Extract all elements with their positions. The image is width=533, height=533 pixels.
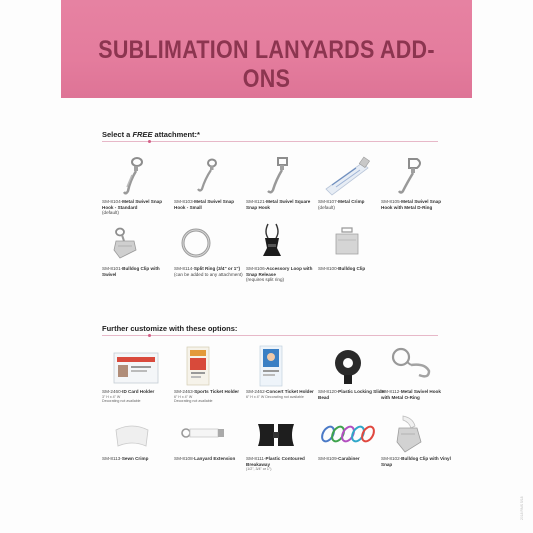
item-caption: SM-8109-Carabiner (318, 456, 360, 461)
sports-ticket-holder-icon (174, 345, 234, 387)
item-caption: SM-8113-Sewn Crimp (102, 456, 149, 461)
option-item[interactable] (174, 412, 244, 462)
item-caption: SM-8120-Plastic Locking Slider Bead (318, 389, 386, 400)
accessory-loop-icon (246, 222, 306, 264)
concert-ticket-holder-icon (246, 345, 306, 387)
square-snap-hook-icon (246, 155, 306, 197)
vinyl-snap-clip-icon (381, 412, 441, 454)
title-banner (61, 0, 472, 98)
option-item[interactable] (246, 345, 316, 399)
item-caption: SM-8112-Metal Swivel Hook with Metal O-Ring (381, 389, 441, 400)
attachment-item[interactable] (318, 222, 388, 272)
item-caption: SM-2462-Concert Ticket Holder 6" H x 4" W Decorating not available (246, 389, 314, 399)
item-caption: SM-8108-Lanyard Extension (174, 456, 236, 461)
attachment-item[interactable] (381, 155, 451, 210)
heading-prefix: Select a (102, 130, 133, 139)
heading-suffix: attachment:* (152, 130, 200, 139)
o-ring-hook-icon (381, 345, 441, 387)
attachment-item[interactable] (174, 222, 244, 277)
option-item[interactable] (318, 345, 388, 400)
item-caption: SM-8104-Metal Swivel Snap Hook - Standard (default) (102, 199, 162, 216)
option-item[interactable] (381, 412, 451, 467)
option-item[interactable] (246, 412, 316, 472)
swivel-snap-hook-icon (102, 155, 162, 197)
attachment-item[interactable] (318, 155, 388, 210)
metal-crimp-icon (318, 155, 378, 197)
option-item[interactable] (318, 412, 388, 462)
attachment-item[interactable] (102, 222, 172, 277)
divider-dot (148, 140, 151, 143)
divider-dot (148, 334, 151, 337)
item-caption: SM-8101-Bulldog Clip with Swivel (102, 266, 160, 277)
id-card-holder-icon (102, 345, 162, 387)
page-title: SUBLIMATION LANYARDS ADD-ONS (98, 36, 435, 93)
section-heading-customize: Further customize with these options: (102, 324, 238, 333)
breakaway-icon (246, 412, 306, 454)
item-caption: SM-8103-Metal Swivel Snap Hook - Small (174, 199, 234, 210)
attachment-item[interactable] (246, 222, 316, 283)
bulldog-clip-icon (318, 222, 378, 264)
item-caption: SM-8102-Bulldog Clip with Vinyl Snap (381, 456, 451, 467)
small-snap-hook-icon (174, 155, 234, 197)
item-caption: SM-8111-Plastic Contoured Breakaway (1/2", 3/4" or 1") (246, 456, 305, 472)
option-item[interactable] (102, 345, 172, 403)
item-caption: SM-8121-Metal Swivel Square Snap Hook (246, 199, 311, 210)
item-caption: SM-8114-Split Ring (3/4" or 1") (can be added to any attachment) (174, 266, 243, 277)
item-caption: SM-8106-Accessory Loop with Snap Release (requires split ring) (246, 266, 313, 283)
d-ring-snap-hook-icon (381, 155, 441, 197)
attachment-item[interactable] (246, 155, 316, 210)
heading-emphasis: FREE (132, 130, 153, 139)
item-caption: SM-2463-Sports Ticket Holder 6" H x 4" W Decorating not available (174, 389, 240, 403)
bulldog-clip-swivel-icon (102, 222, 162, 264)
lanyard-extension-icon (174, 412, 234, 454)
split-ring-icon (174, 222, 234, 264)
section-heading-free-attachment (102, 130, 200, 139)
document-code: 2018 PAIS 5/18 (520, 496, 524, 520)
option-item[interactable] (174, 345, 244, 403)
item-caption: SM-8107-Metal Crimp (default) (318, 199, 365, 210)
item-caption: SM-8105-Metal Swivel Snap Hook with Metal D-Ring (381, 199, 441, 210)
slider-bead-icon (318, 345, 378, 387)
carabiner-icon (318, 412, 378, 454)
attachment-item[interactable] (174, 155, 244, 210)
attachment-item[interactable] (102, 155, 172, 216)
section-divider (102, 141, 438, 142)
item-caption: SM-2460-ID Card Holder 3" H x 4" W Decorating not available (102, 389, 155, 403)
sewn-crimp-icon (102, 412, 162, 454)
option-item[interactable] (381, 345, 451, 400)
section-divider (102, 335, 438, 336)
item-caption: SM-8100-Bulldog Clip (318, 266, 366, 271)
option-item[interactable] (102, 412, 172, 462)
